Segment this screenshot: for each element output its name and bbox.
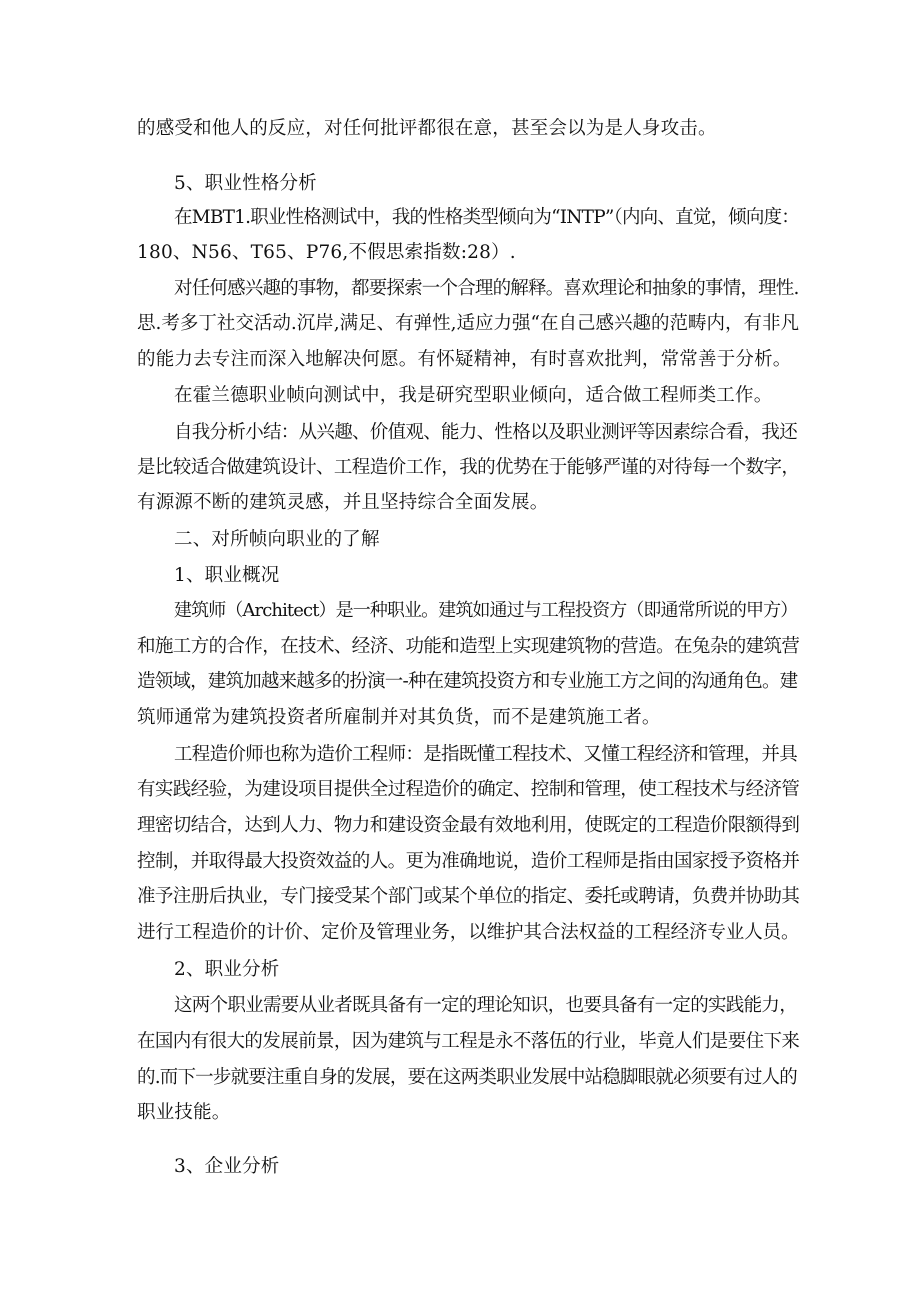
paragraph-line: 控制，并取得最大投资效益的人。更为准确地说，造价工程师是指由国家授予资格并 xyxy=(137,851,800,872)
paragraph-line: 建筑师（Architect）是一种职业。建筑如通过与工程投资方（即通常所说的甲方） xyxy=(174,600,798,621)
section-heading: 二、对所帧向职业的了解 xyxy=(174,529,380,550)
paragraph-line: 准予注册后执业，专门接受某个部门或某个单位的指定、委托或聘请，负费并协助其 xyxy=(137,886,800,907)
paragraph-line: 造领域，建筑加越来越多的扮演一-种在建筑投资方和专业施工方之间的沟通角色。建 xyxy=(137,671,798,692)
paragraph-line: 思.考多丁社交活动.沉岸,满足、有弹性,适应力强“在自己感兴趣的范畴内，有非凡 xyxy=(137,313,799,334)
section-heading: 2、职业分析 xyxy=(174,959,280,980)
section-heading: 1、职业概况 xyxy=(174,565,280,586)
paragraph-line: 理密切结合，达到人力、物力和建设资金最有效地利用，使既定的工程造价限额得到 xyxy=(137,815,800,836)
paragraph-line: 自我分析小结：从兴趣、价值观、能力、性格以及职业测评等因素综合看，我还 xyxy=(174,422,798,443)
section-heading: 3、企业分析 xyxy=(174,1156,280,1177)
paragraph-line: 对任何感兴趣的事物，都要探索一个合理的解释。喜欢理论和抽象的事情，理性. xyxy=(174,278,799,299)
paragraph-line: 有源源不断的建筑灵感，并且坚持综合全面发展。 xyxy=(137,492,549,513)
paragraph-line: 职业技能。 xyxy=(137,1102,231,1123)
paragraph-line: 在MBT1.职业性格测试中，我的性格类型倾向为“INTP”（内向、直觉，倾向度： xyxy=(174,207,799,228)
paragraph-line: 工程造价师也称为造价工程师：是指既懂工程技术、又懂工程经济和管理，并具 xyxy=(174,744,798,765)
paragraph-line: 的.而下一步就要注重自身的发展，要在这两类职业发展中站稳脚眼就必须要有过人的 xyxy=(137,1067,797,1088)
paragraph-line: 这两个职业需要从业者既具备有一定的理论知识，也要具备有一定的实践能力， xyxy=(174,995,798,1016)
paragraph-line: 有实践经验，为建设项目提供全过程造价的确定、控制和管理，使工程技术与经济管 xyxy=(137,779,800,800)
section-heading: 5、职业性格分析 xyxy=(174,173,317,194)
paragraph-line: 进行工程造价的计价、定价及管理业务，以维护其合法权益的工程经济专业人员。 xyxy=(137,922,800,943)
paragraph-line: 在国内有很大的发展前景，因为建筑与工程是永不落伍的行业，毕竟人们是要住下来 xyxy=(137,1031,800,1052)
paragraph-line: 的感受和他人的反应，对任何批评都很在意，甚至会以为是人身攻击。 xyxy=(137,118,717,139)
paragraph-line: 在霍兰德职业帧向测试中，我是研究型职业倾向，适合做工程师类工作。 xyxy=(174,385,773,406)
paragraph-line: 筑师通常为建筑投资者所雇制并对其负货，而不是建筑施工者。 xyxy=(137,707,661,728)
paragraph-line: 的能力去专注而深入地解决何愿。有怀疑精神，有时喜欢批判，常常善于分析。 xyxy=(137,349,792,370)
paragraph-line: 180、N56、T65、P76,不假思索指数:28）. xyxy=(137,242,516,263)
paragraph-line: 和施工方的合作，在技术、经济、功能和造型上实现建筑物的营造。在兔杂的建筑营 xyxy=(137,636,800,657)
paragraph-line: 是比较适合做建筑设计、工程造价工作，我的优势在于能够严谨的对待每一个数字， xyxy=(137,457,800,478)
